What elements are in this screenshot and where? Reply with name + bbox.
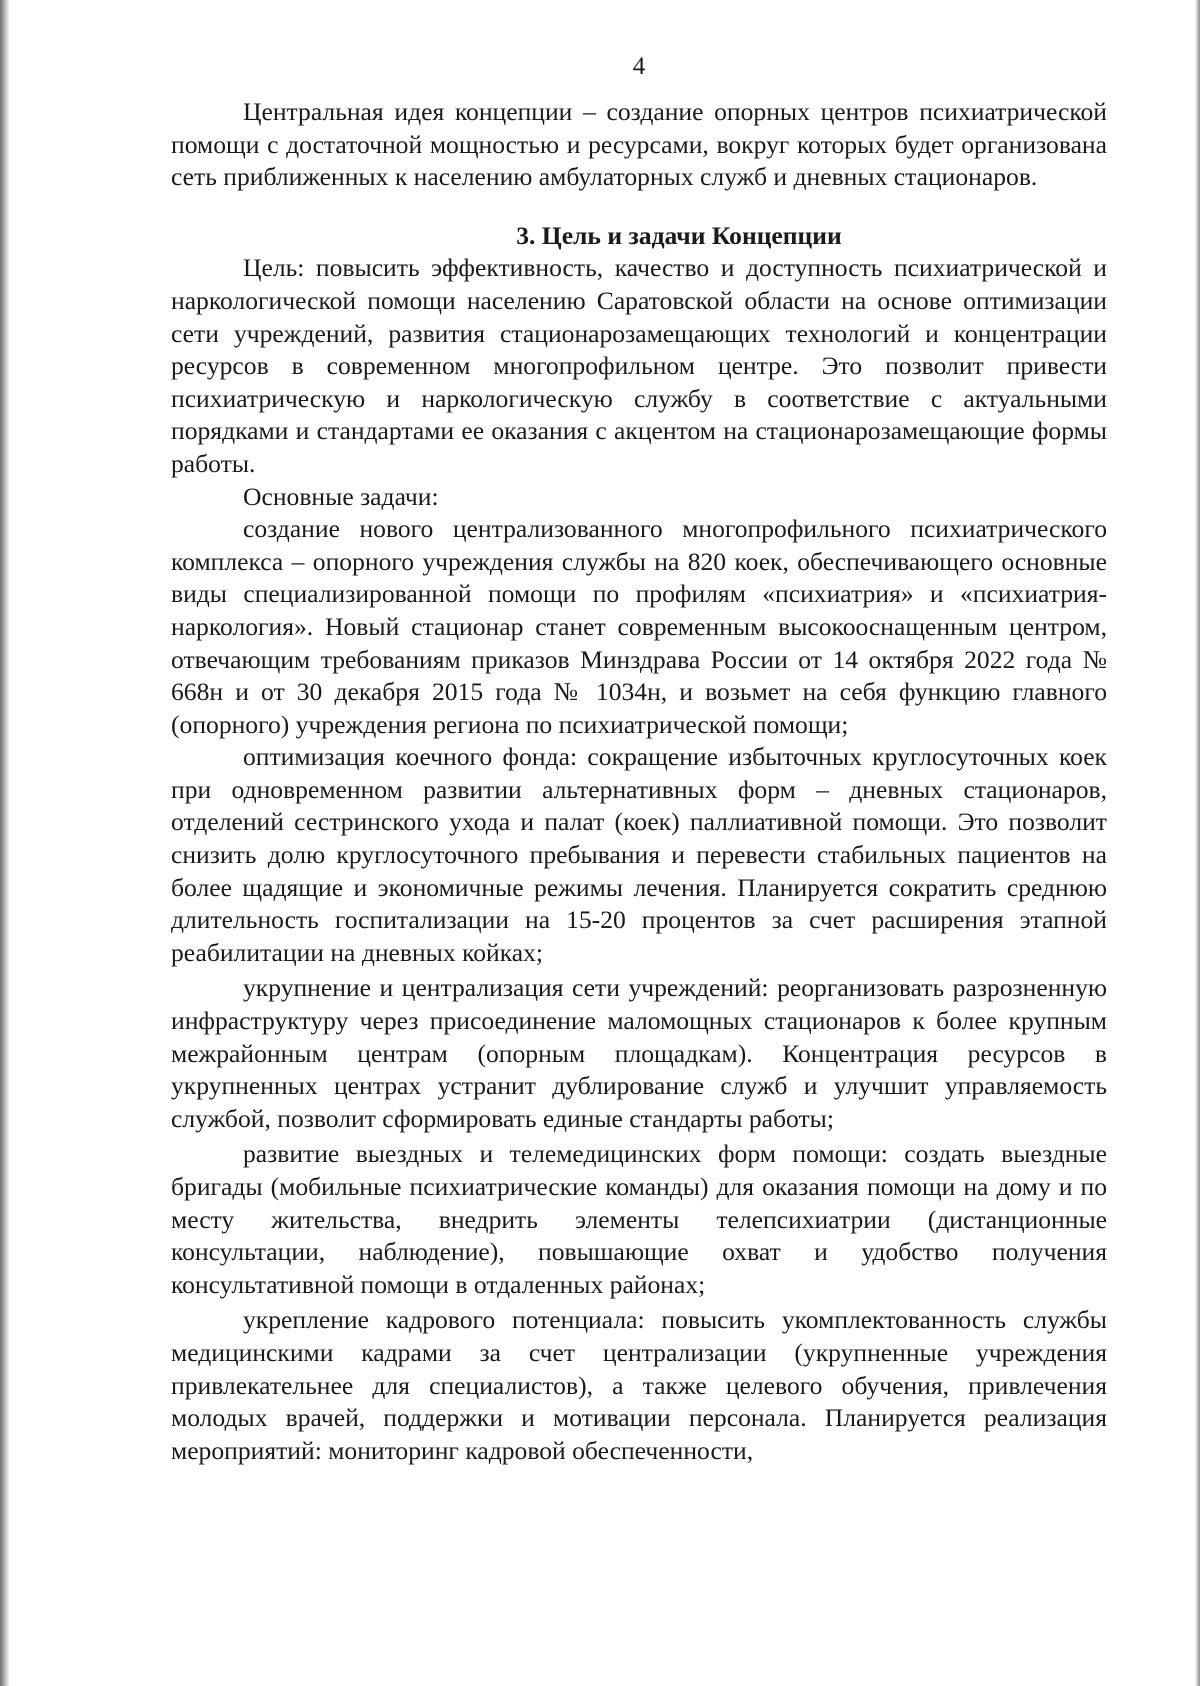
task-paragraph-1: создание нового централизованного многопрофильного психиатрического комплекса – опорного учреждения службы на 820 коек, обеспечивающего основные виды специализированной помощи по профилям «психиатрия» и «психиатрия-наркология». Новый стационар станет современным высокооснащенным центром, отвечающим требованиям приказов Минздрава России от 14 октября 2022 года № 668н и от 30 декабря 2015 года № 1034н, и возьмет на себя функцию главного (опорного) учреждения региона по психиатрической помощи; <box>171 514 1107 739</box>
scan-edge-left <box>0 0 9 1686</box>
tasks-label: Основные задачи: <box>243 481 439 511</box>
task-paragraph-4: развитие выездных и телемедицинских форм помощи: создать выездные бригады (мобильные психиатрические команды) для оказания помощи на дому и по месту жительства, внедрить элементы телепсихиатрии (дистанционные консультации, наблюдение), повышающие охват и удобство получения консультативной помощи в отдаленных районах; <box>171 1139 1107 1299</box>
task-paragraph-2: оптимизация коечного фонда: сокращение избыточных круглосуточных коек при одновременном развитии альтернативных форм – дневных стационаров, отделений сестринского ухода и палат (коек) паллиативной помощи. Это позволит снизить долю круглосуточного пребывания и перевести стабильных пациентов на более щадящие и экономичные режимы лечения. Планируется сократить среднюю длительность госпитализации на 15-20 процентов за счет расширения этапной реабилитации на дневных койках; <box>171 742 1107 967</box>
task-paragraph-3: укрупнение и централизация сети учреждений: реорганизовать разрозненную инфраструктуру через присоединение маломощных стационаров к более крупным межрайонным центрам (опорным площадкам). Концентрация ресурсов в укрупненных центрах устранит дублирование служб и улучшит управляемость службой, позволит сформировать единые стандарты работы; <box>171 973 1107 1133</box>
page-number: 4 <box>632 53 646 80</box>
section-heading: 3. Цель и задачи Концепции <box>516 220 842 250</box>
intro-paragraph: Центральная идея концепции – создание опорных центров психиатрической помощи с достаточной мощностью и ресурсами, вокруг которых будет организована сеть приближенных к населению амбулаторных служб и дневных стационаров. <box>171 97 1107 192</box>
scan-edge-right <box>1195 0 1200 1686</box>
spacer <box>171 194 1107 220</box>
task-paragraph-5: укрепление кадрового потенциала: повысить укомплектованность службы медицинскими кадрами за счет централизации (укрупненные учреждения привлекательнее для специалистов), а также целевого обучения, привлечения молодых врачей, поддержки и мотивации персонала. Планируется реализация мероприятий: мониторинг кадровой обеспеченности, <box>171 1305 1107 1465</box>
document-page <box>171 50 1107 1467</box>
goal-paragraph: Цель: повысить эффективность, качество и доступность психиатрической и наркологической помощи населению Саратовской области на основе оптимизации сети учреждений, развития стационарозамещающих технологий и концентрации ресурсов в современном многопрофильном центре. Это позволит привести психиатрическую и наркологическую службу в соответствие с актуальными порядками и стандартами ее оказания с акцентом на стационарозамещающие формы работы. <box>171 253 1107 478</box>
